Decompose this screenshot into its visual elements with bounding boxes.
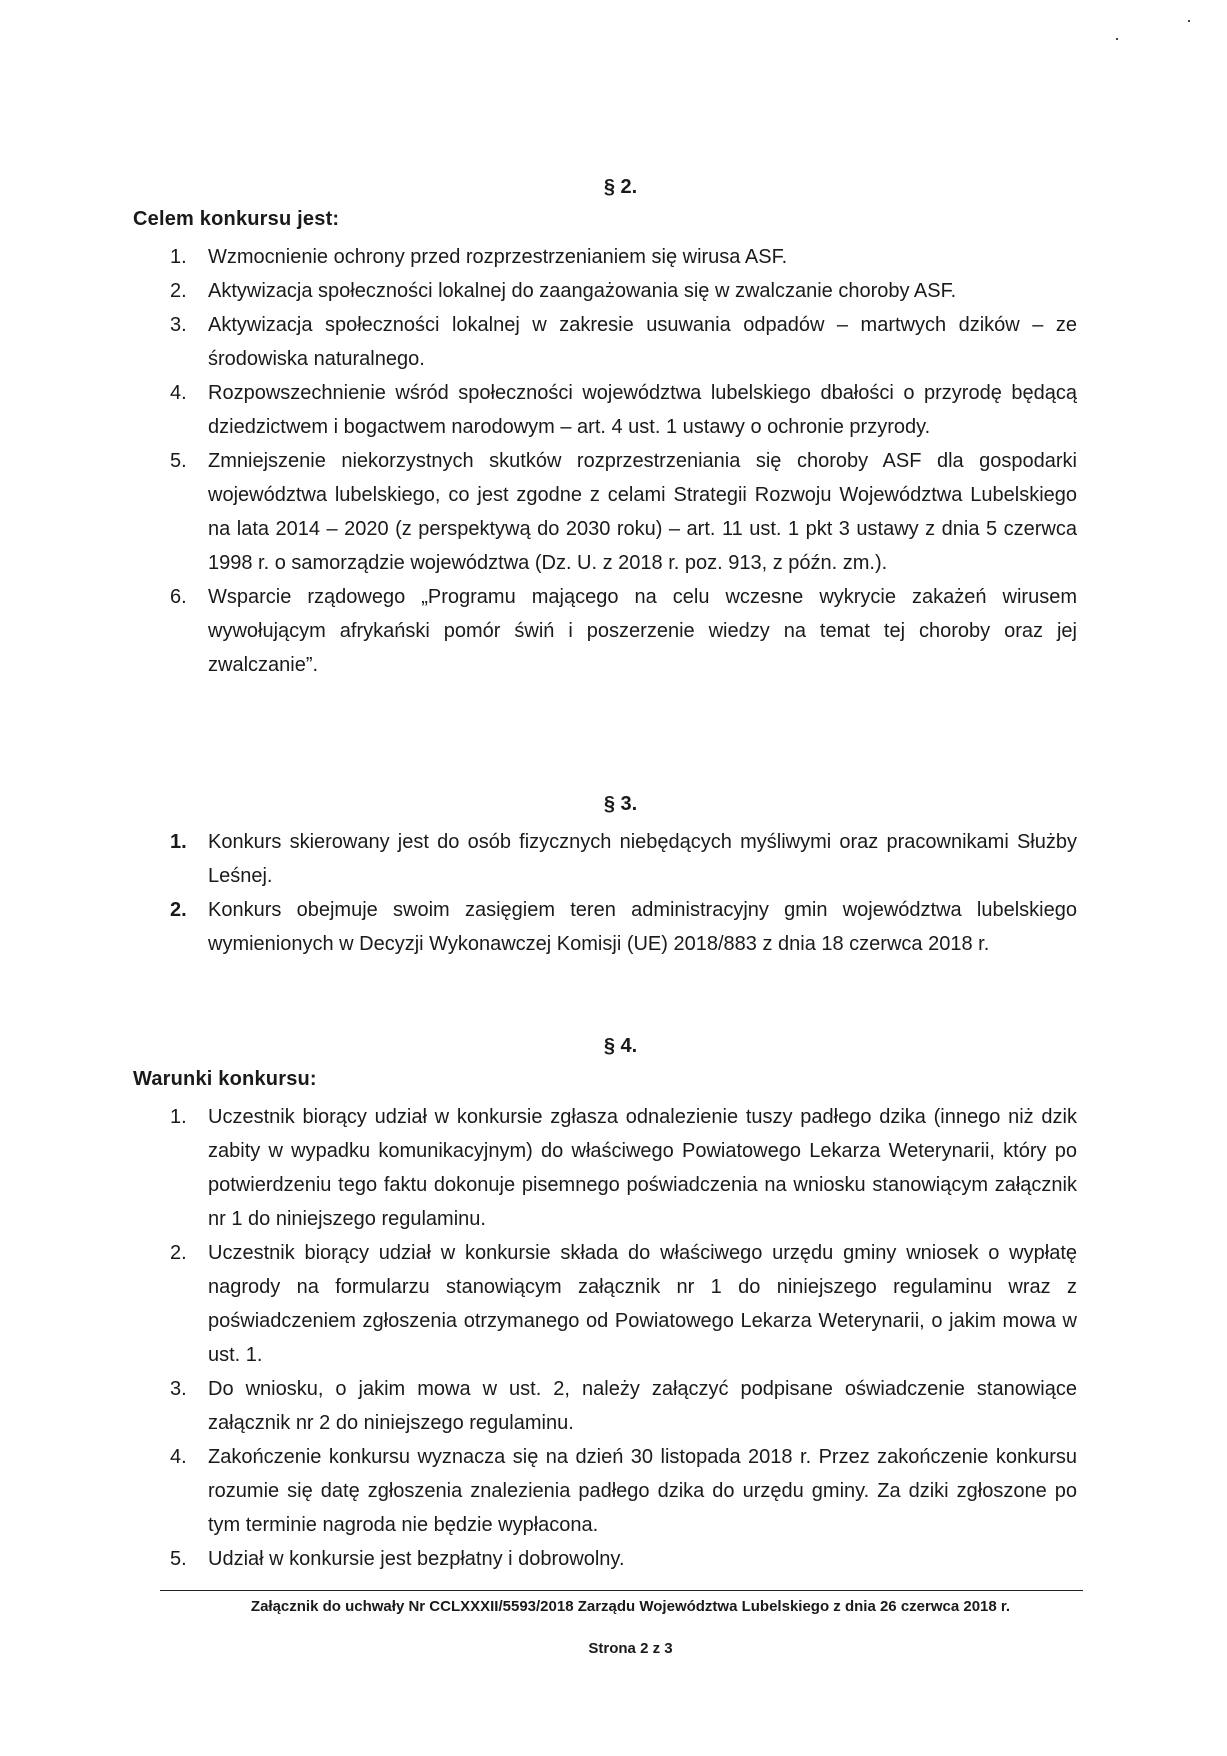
item-number: 1. [170, 1106, 187, 1128]
item-number: 2. [170, 899, 187, 921]
item-number: 2. [170, 280, 187, 302]
item-text: Do wniosku, o jakim mowa w ust. 2, należy załączyć podpisane oświadczenie stanowiące załącznik nr 2 do niniejszego regulaminu. [208, 1378, 1077, 1434]
item-text: Uczestnik biorący udział w konkursie zgłasza odnalezienie tuszy padłego dzika (innego niż dzik zabity w wypadku komunikacyjnym) do właściwego Powiatowego Lekarza Weterynarii, który po potwierdzeniu tego faktu dokonuje pisemnego poświadczenia na wniosku stanowiącym załącznik nr 1 do niniejszego regulaminu. [208, 1106, 1077, 1230]
item-text: Wzmocnienie ochrony przed rozprzestrzenianiem się wirusa ASF. [208, 246, 788, 268]
section-2-heading: Celem konkursu jest: [133, 208, 340, 230]
item-number: 4. [170, 382, 187, 404]
list-item [133, 825, 1077, 893]
list-item [133, 1372, 1077, 1440]
item-text: Zmniejszenie niekorzystnych skutków rozprzestrzeniania się choroby ASF dla gospodarki województwa lubelskiego, co jest zgodne z celami Strategii Rozwoju Województwa Lubelskiego na lata 2014 – 2020 (z perspektywą do 2030 roku) – art. 11 ust. 1 pkt 3 ustawy z dnia 5 czerwca 1998 r. o samorządzie województwa (Dz. U. z 2018 r. poz. 913, z późn. zm.). [208, 450, 1077, 574]
item-text: Aktywizacja społeczności lokalnej do zaangażowania się w zwalczanie choroby ASF. [208, 280, 957, 302]
section-2-mark: § 2. [603, 176, 638, 198]
item-text: Konkurs skierowany jest do osób fizycznych niebędących myśliwymi oraz pracownikami Służby Leśnej. [208, 831, 1077, 887]
item-text: Udział w konkursie jest bezpłatny i dobrowolny. [208, 1548, 625, 1570]
list-item [133, 444, 1077, 580]
list-item [133, 580, 1077, 682]
footer-divider [160, 1590, 1083, 1591]
item-text: Aktywizacja społeczności lokalnej w zakresie usuwania odpadów – martwych dzików – ze środowiska naturalnego. [208, 314, 1077, 370]
item-number: 4. [170, 1446, 187, 1468]
item-number: 6. [170, 586, 187, 608]
list-item [133, 1236, 1077, 1372]
list-item [133, 240, 1077, 274]
list-item [133, 1440, 1077, 1542]
item-number: 2. [170, 1242, 187, 1264]
list-item [133, 1542, 1077, 1576]
footer-attachment-note: Załącznik do uchwały Nr CCLXXXII/5593/2018 Zarządu Województwa Lubelskiego z dnia 26 czerwca 2018 r. [250, 1598, 1011, 1615]
section-4-list [133, 1100, 1077, 1576]
item-number: 5. [170, 1548, 187, 1570]
section-3-mark: § 3. [603, 793, 638, 815]
item-number: 1. [170, 831, 187, 853]
item-text: Rozpowszechnienie wśród społeczności województwa lubelskiego dbałości o przyrodę będącą dziedzictwem i bogactwem narodowym – art. 4 ust. 1 ustawy o ochronie przyrody. [208, 382, 1077, 438]
item-number: 3. [170, 314, 187, 336]
item-number: 1. [170, 246, 187, 268]
item-text: Wsparcie rządowego „Programu mającego na celu wczesne wykrycie zakażeń wirusem wywołującym afrykański pomór świń i poszerzenie wiedzy na temat tej choroby oraz jej zwalczanie”. [208, 586, 1077, 676]
item-text: Konkurs obejmuje swoim zasięgiem teren administracyjny gmin województwa lubelskiego wymienionych w Decyzji Wykonawczej Komisji (UE) 2018/883 z dnia 18 czerwca 2018 r. [208, 899, 1077, 955]
item-number: 3. [170, 1378, 187, 1400]
item-text: Zakończenie konkursu wyznacza się na dzień 30 listopada 2018 r. Przez zakończenie konkursu rozumie się datę zgłoszenia znalezienia padłego dzika do urzędu gminy. Za dziki zgłoszone po tym terminie nagroda nie będzie wypłacona. [208, 1446, 1077, 1536]
list-item [133, 376, 1077, 444]
list-item [133, 1100, 1077, 1236]
list-item [133, 893, 1077, 961]
section-3-list [133, 825, 1077, 961]
item-number: 5. [170, 450, 187, 472]
scan-speck [1116, 38, 1118, 40]
scan-speck [1188, 20, 1190, 22]
item-text: Uczestnik biorący udział w konkursie składa do właściwego urzędu gminy wniosek o wypłatę nagrody na formularzu stanowiącym załącznik nr 1 do niniejszego regulaminu wraz z poświadczeniem zgłoszenia otrzymanego od Powiatowego Lekarza Weterynarii, o jakim mowa w ust. 1. [208, 1242, 1077, 1366]
page-number: Strona 2 z 3 [588, 1640, 673, 1657]
list-item [133, 308, 1077, 376]
list-item [133, 274, 1077, 308]
section-4-heading: Warunki konkursu: [133, 1068, 317, 1090]
section-2-list [133, 240, 1077, 682]
section-4-mark: § 4. [603, 1035, 638, 1057]
